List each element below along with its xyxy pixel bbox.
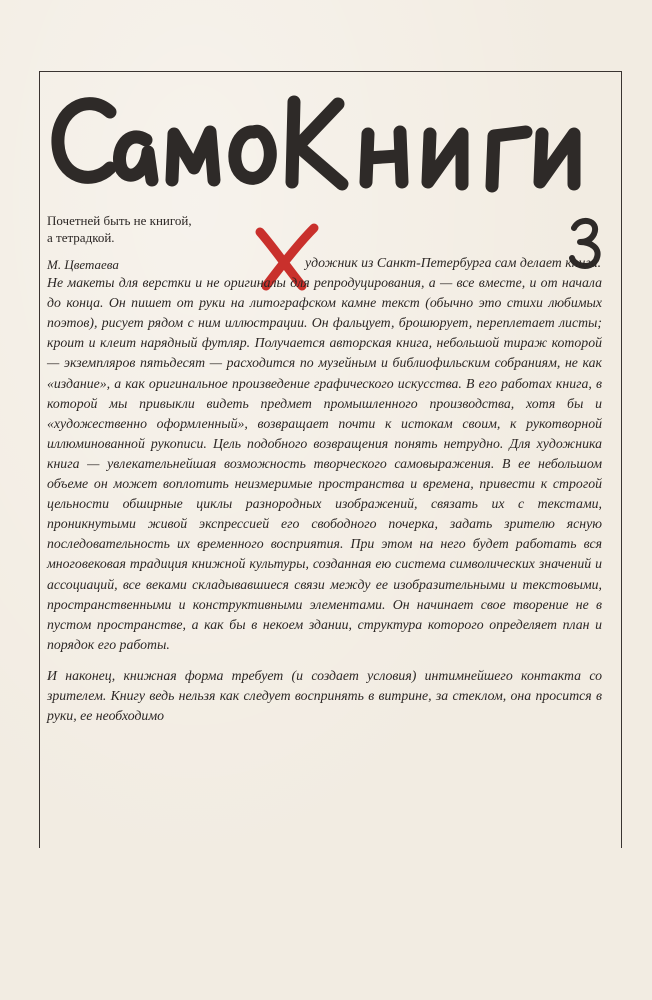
frame-rule-top <box>39 71 622 72</box>
paragraph: И наконец, книжная форма требует (и создает условия) интимнейшего контакта со зрителем. Книгу ведь нельзя как следует воспринять в витрине, за стеклом, она просится в руки, ее необходимо <box>47 667 602 724</box>
frame-rule-right <box>621 71 622 848</box>
article-body <box>47 253 602 726</box>
epigraph-line: Почетней быть не книгой, <box>47 213 192 228</box>
paragraph: Не макеты для верстки и не оригиналы для репродуцирования, а — все вместе, и от начала до конца. Он пишет от руки на литографском камне текст (обычно это стихи любимых поэтов), рисует рядом с ним иллюстрации. Он фальцует, брошюрует, переплетает листы; кроит и клеит нарядный футляр. Получается авторская книга, небольшой тираж которой — экземпляров пятьдесят — расходится по музейным и библиофильским собраниям, не как «издание», а как оригинальное произведение графического искусства. В его работах книга, в которой мы привыкли видеть предмет промышленного производства, хотя бы и «художественно оформленный», возвращает почти к истокам своим, к рукотворной иллюминованной рукописи. Цель подобного возвращения понять нетрудно. Для художника книга — увлекательнейшая возможность творческого самовыражения. В ее небольшом объеме он может воплотить неизмеримые пространства и времена, привести к строгой цельности обширные циклы разнородных изображений, связать их с текстами, проникнутыми живой экспрессией его свободного почерка, задать зрителю ясную последовательность их временного восприятия. При этом на него будет работать вся многовековая традиция книжной культуры, созданная ею система символических значений и ассоциаций, все веками складывавшиеся связи между ее изобразительными и текстовыми, пространственными и конструктивными элементами. Он начинает свое творение не в пустом пространстве, а как бы в некоем здании, структура которого определяет план и порядок его работы. <box>47 275 602 652</box>
title-lettering <box>48 82 588 207</box>
frame-rule-left <box>39 71 40 848</box>
epigraph-author: М. Цветаева <box>47 257 119 272</box>
epigraph-line: а тетрадкой. <box>47 230 115 245</box>
first-line: удожник из Санкт-Петербурга сам делает книги. <box>305 255 602 270</box>
